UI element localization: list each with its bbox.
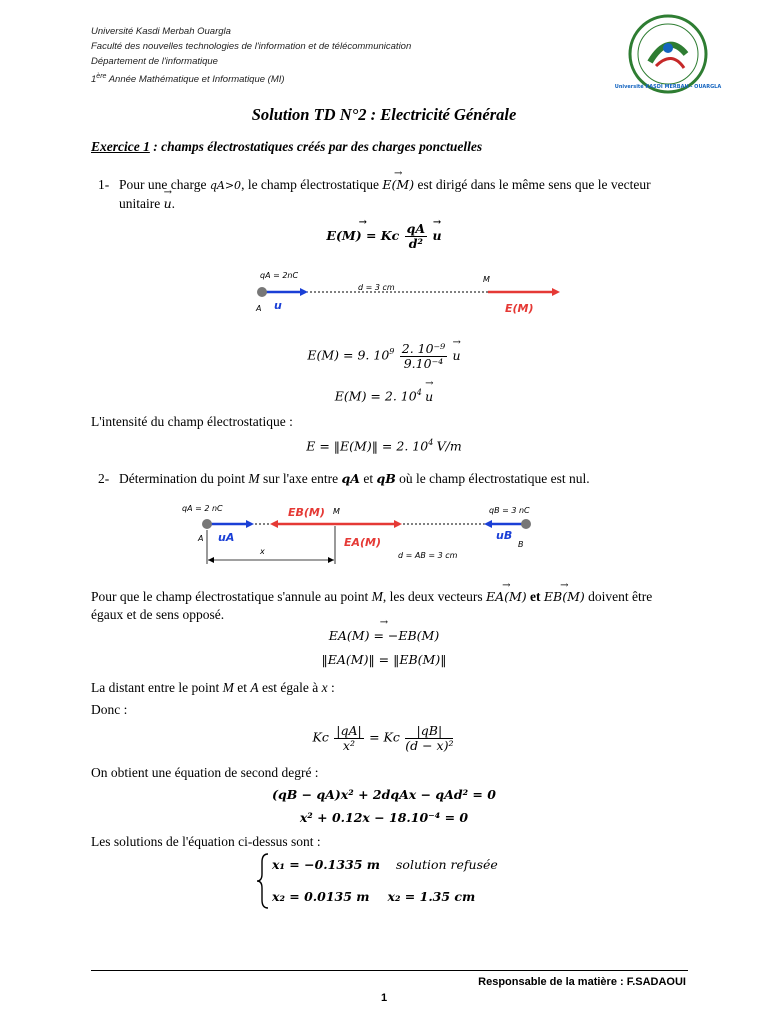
- eq-intensity: E = ‖E(M)‖ = 2. $10^4$ V/m: [306, 438, 462, 454]
- header-year: 1ère Année Mathématique et Informatique (MI): [91, 73, 285, 86]
- footer-divider: [91, 970, 688, 971]
- diagram2-d-label: d = AB = 3 cm: [398, 551, 458, 560]
- exercise-heading: Exercice 1 : champs électrostatiques créés par des charges ponctuelles: [91, 139, 483, 154]
- eq-field-balance: Kc $\frac{|qA|}{\text{x²}}$ = Kc $\frac{|qB|}{\text{(d − x)²}}$: [312, 723, 454, 753]
- diagram2-a-label: A: [198, 534, 204, 543]
- diagram1-charge-a: [257, 287, 267, 297]
- diagram-two-charges: [176, 498, 566, 570]
- distance-label: La distant entre le point M et A est égale à x :: [91, 680, 335, 695]
- header-university: Université Kasdi Merbah Ouargla: [91, 26, 231, 37]
- q2-text: Détermination du point M sur l'axe entre qA et qB où le champ électrostatique est nul.: [119, 471, 590, 486]
- diagram1-m-label: M: [483, 275, 490, 284]
- diagram2-ea-label: EA(M): [344, 536, 382, 549]
- header-department: Département de l'informatique: [91, 56, 218, 67]
- logo-text: Université KASDI MERBAH - OUARGLA: [614, 84, 722, 90]
- diagram1-d-label: d = 3 cm: [358, 283, 395, 292]
- eq-result: E(M) = 2. $10^4 \to u$: [0, 388, 768, 405]
- page-number: 1: [380, 992, 388, 1004]
- solutions-system: [256, 852, 576, 912]
- q1-formula: → E(M) = Kc $\frac{qA}{\text{d²}}$ → u: [0, 222, 768, 251]
- diagram2-x-label: x: [260, 547, 265, 556]
- eq-quadratic: (qB − qA)x² + 2dqAx − qAd² = 0: [272, 787, 496, 802]
- brace-icon: [256, 852, 270, 910]
- intensity-label: L'intensité du champ électrostatique :: [91, 414, 293, 429]
- footer-responsable: Responsable de la matière : F.SADAOUI: [478, 976, 686, 988]
- diagram2-b-label: B: [518, 540, 524, 549]
- eq-quadratic-numeric: x² + 0.12x − 18.10⁻⁴ = 0: [299, 810, 469, 825]
- donc-label: Donc :: [91, 702, 128, 717]
- diagram2-eb-label: EB(M): [288, 506, 325, 519]
- q2-number: 2-: [98, 471, 110, 486]
- diagram1-a-label: A: [256, 304, 262, 313]
- diagram2-ub-label: uB: [496, 529, 513, 542]
- diagram2-ua-label: uA: [218, 531, 235, 544]
- eq-norm-equality: ‖EA(M)‖ = ‖EB(M)‖: [321, 652, 447, 667]
- diagram1-qa-label: qA = 2nC: [260, 271, 299, 280]
- diagram2-qa-label: qA = 2 nC: [182, 504, 223, 513]
- diagram1-u-label: u: [274, 299, 282, 312]
- diagram-charge-a: [240, 266, 580, 318]
- page-title: Solution TD N°2 : Electricité Générale: [251, 105, 517, 124]
- second-degree-label: On obtient une équation de second degré :: [91, 765, 319, 780]
- condition-paragraph: Pour que le champ électrostatique s'annule au point M, les deux vecteurs → EA(M) et → EB(M) doivent être égaux et de sens opposé.: [91, 588, 691, 624]
- solution-1: x₁ = −0.1335 m solution refusée: [272, 857, 498, 872]
- eq-numeric: E(M) = 9. $10^9$ $\frac{\text{2. 10⁻⁹}}{\text{9.10⁻⁴}}$ → u: [0, 342, 768, 371]
- q1-text: Pour une charge qA>0, le champ électrostatique → E(M) est dirigé dans le même sens que le vecteur unitaire → u.: [119, 176, 689, 213]
- diagram1-e-label: E(M): [505, 302, 534, 315]
- diagram2-charge-b: [521, 519, 531, 529]
- diagram2-m-label: M: [333, 507, 340, 516]
- eq-vector-equality: → EA(M) = −EB(M): [0, 628, 768, 644]
- university-logo: [614, 14, 722, 94]
- solution-2: x₂ = 0.0135 m x₂ = 1.35 cm: [272, 889, 476, 904]
- solutions-label: Les solutions de l'équation ci-dessus sont :: [91, 834, 321, 849]
- diagram2-qb-label: qB = 3 nC: [489, 506, 530, 515]
- diagram2-charge-a: [202, 519, 212, 529]
- q1-number: 1-: [98, 177, 110, 192]
- header-faculty: Faculté des nouvelles technologies de l'information et de télécommunication: [91, 41, 412, 52]
